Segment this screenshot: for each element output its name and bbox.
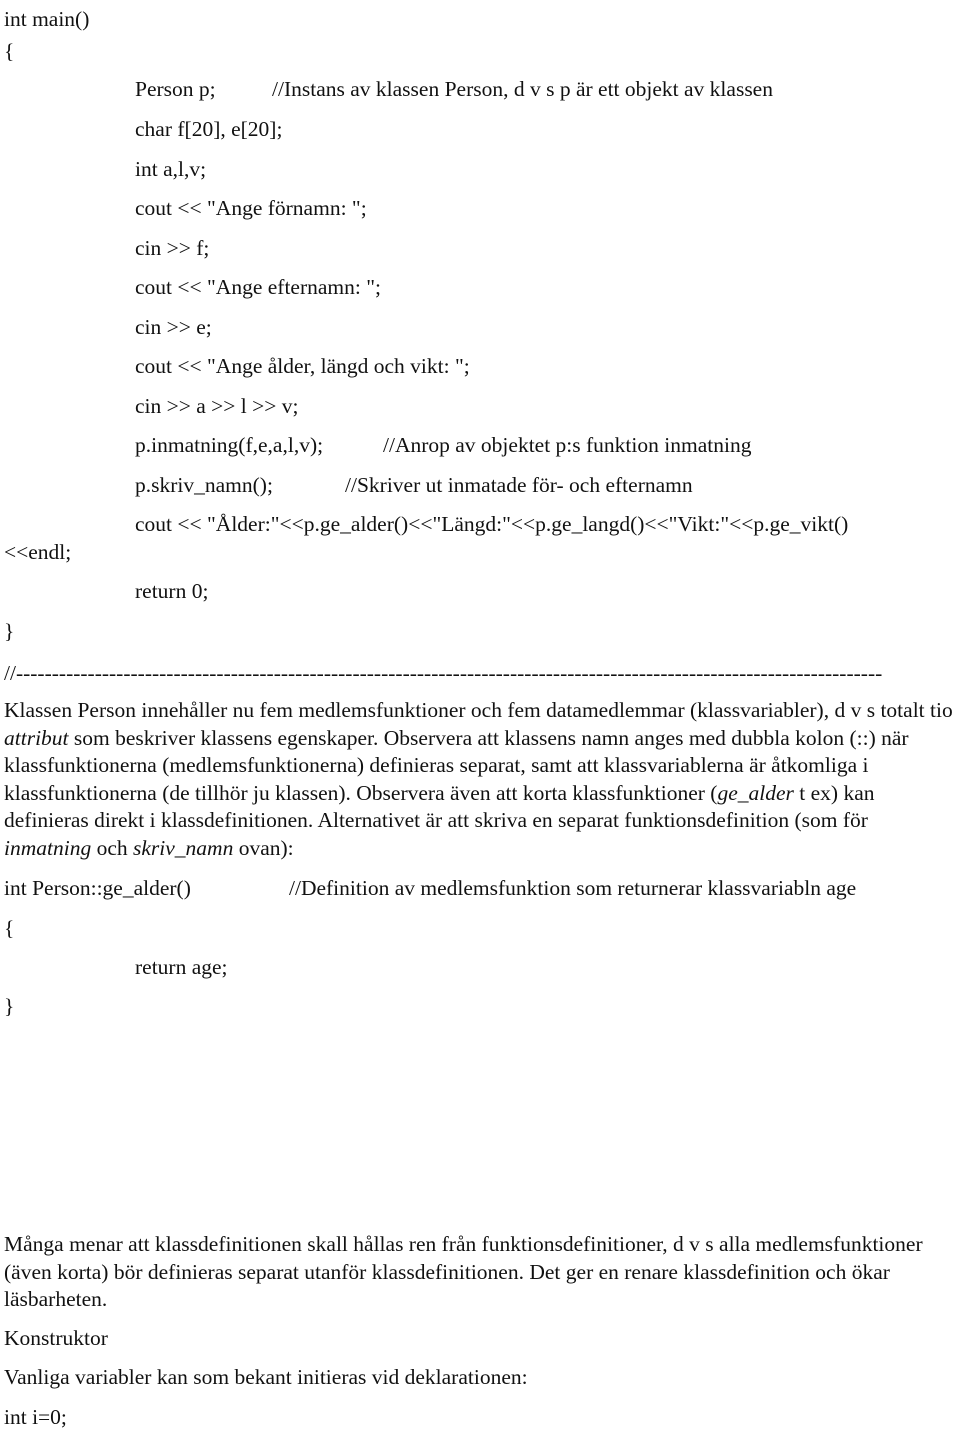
code-line: Person p; [135,77,216,101]
code-line: cin >> e; [135,315,212,339]
emphasis: ge_alder [717,780,794,805]
code-comment: //Skriver ut inmatade för- och efternamn [345,473,693,497]
code-line: int i=0; [4,1405,67,1429]
code-line: cout << "Ange ålder, längd och vikt: "; [135,354,470,378]
code-line-wrap: <<endl; [4,540,72,564]
code-signature: int Person::ge_alder() [4,876,191,900]
code-close-brace: } [4,619,15,643]
code-open-brace: { [4,916,15,940]
code-comment: //Anrop av objektet p:s funktion inmatning [383,433,752,457]
code-line: cin >> a >> l >> v; [135,394,299,418]
code-comment: //Definition av medlemsfunktion som returnerar klassvariabln age [289,876,857,900]
body-paragraph: Vanliga variabler kan som bekant initieras vid deklarationen: [4,1365,528,1389]
code-line: p.skriv_namn(); [135,473,273,497]
emphasis: skriv_namn [133,835,234,860]
code-return: return 0; [135,579,209,603]
section-heading: Konstruktor [4,1326,108,1350]
code-signature: int main() [4,7,90,31]
code-line: cout << "Ange förnamn: "; [135,196,367,220]
code-return: return age; [135,955,228,979]
code-line: p.inmatning(f,e,a,l,v); [135,433,324,457]
emphasis: inmatning [4,835,92,860]
code-open-brace: { [4,39,15,63]
code-close-brace: } [4,994,15,1018]
code-comment: //Instans av klassen Person, d v s p är ett objekt av klassen [272,77,773,101]
code-line: int a,l,v; [135,157,207,181]
separator-comment: //------------------------------------------------------------------------------------------------------------------------- [4,661,883,685]
code-line: cin >> f; [135,236,210,260]
code-line: cout << "Ålder:"<<p.ge_alder()<<"Längd:"<<p.ge_langd()<<"Vikt:"<<p.ge_vikt() [135,512,849,536]
body-paragraph: Klassen Person innehåller nu fem medlemsfunktioner och fem datamedlemmar (klassvariabler), d v s totalt tio attribut som beskriver klassens egenskaper. Observera att klassens namn anges med dubbla kolon (::) när klassfunktionerna (medlemsfunktionerna) definieras separat, samt att klassvariablerna är åtkomliga i klassfunktionerna (de tillhör ju klassen). Observera även att korta klassfunktioner (ge_alder t ex) kan definieras direkt i klassdefinitionen. Alternativet är att skriva en separat funktionsdefinition (som för inmatning och skriv_namn ovan): [4,698,953,860]
code-line: char f[20], e[20]; [135,117,283,141]
body-paragraph: Många menar att klassdefinitionen skall hållas ren från funktionsdefinitioner, d v s alla medlemsfunktioner (även korta) bör definieras separat utanför klassdefinitionen. Det ger en renare klassdefinition och ökar läsbarheten. [4,1232,923,1311]
emphasis: attribut [4,725,69,750]
code-line: cout << "Ange efternamn: "; [135,275,381,299]
